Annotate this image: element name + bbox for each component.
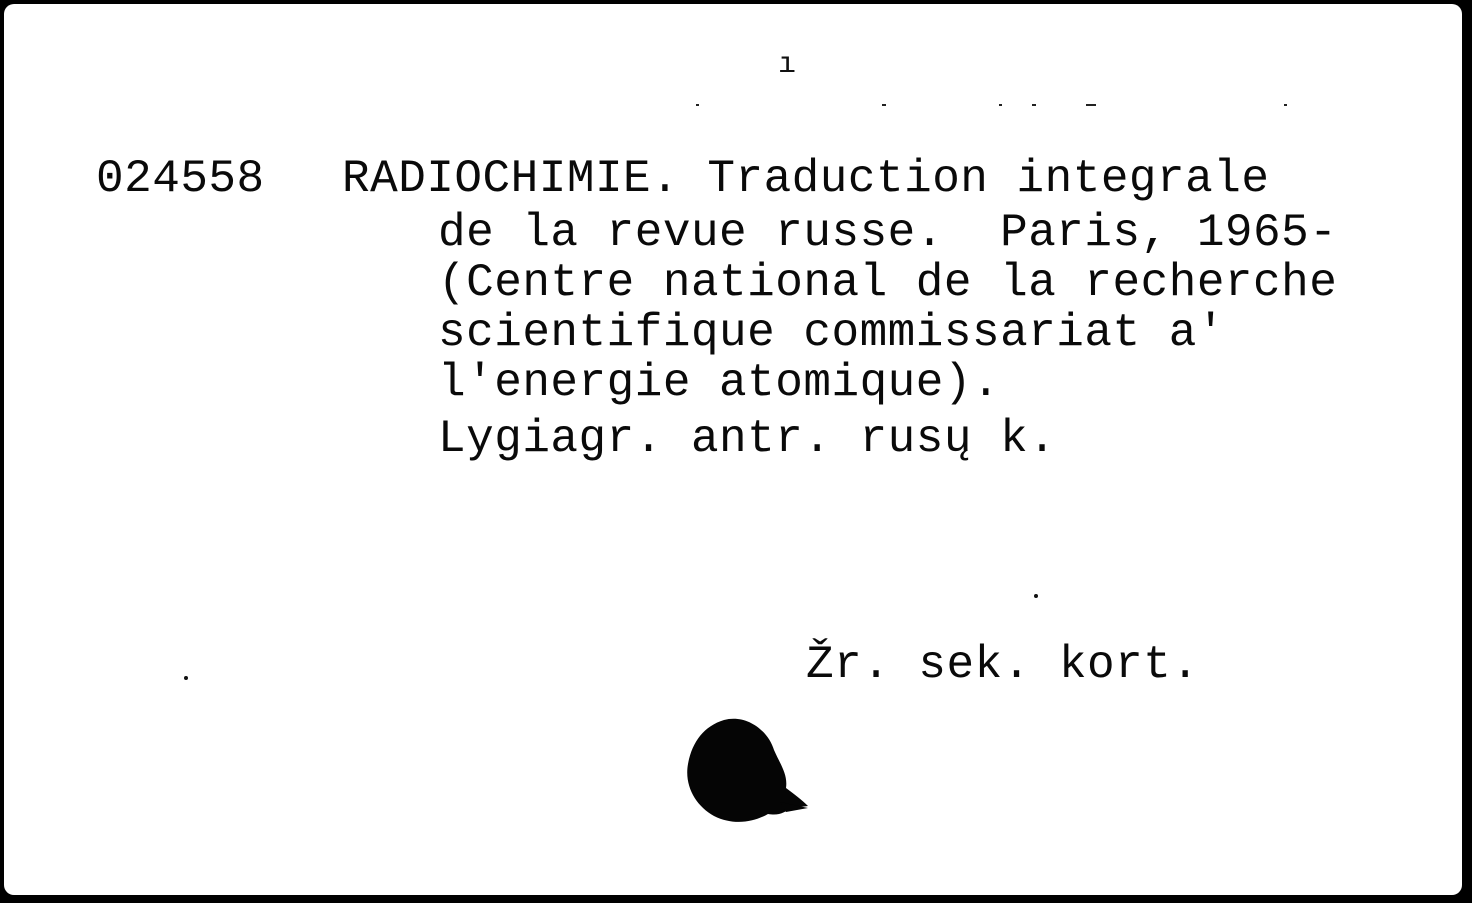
top-mark: ı: [778, 48, 797, 82]
entry-line: de la revue russe. Paris, 1965-: [438, 207, 1338, 259]
cross-reference: Žr. sek. kort.: [806, 639, 1200, 691]
faint-dot: [1086, 104, 1096, 106]
entry-line: scientifique commissariat a': [438, 307, 1225, 359]
faint-dot: [1284, 104, 1287, 106]
entry-line-title: RADIOCHIMIE. Traduction integrale: [342, 153, 1270, 205]
faint-dot: [999, 104, 1002, 106]
stray-speck: [184, 676, 188, 680]
faint-dot: [1032, 104, 1036, 106]
accession-number: 024558: [96, 153, 265, 205]
faint-dot: [882, 104, 886, 106]
entry-line: l'energie atomique).: [438, 357, 1001, 409]
entry-line-note: Lygiagr. antr. rusų k.: [438, 413, 1057, 465]
faint-dot: [696, 104, 699, 106]
catalog-card: [4, 4, 1462, 895]
punch-hole-mark: [684, 716, 814, 826]
stray-speck: [1034, 594, 1038, 598]
entry-line: (Centre national de la recherche: [438, 257, 1338, 309]
